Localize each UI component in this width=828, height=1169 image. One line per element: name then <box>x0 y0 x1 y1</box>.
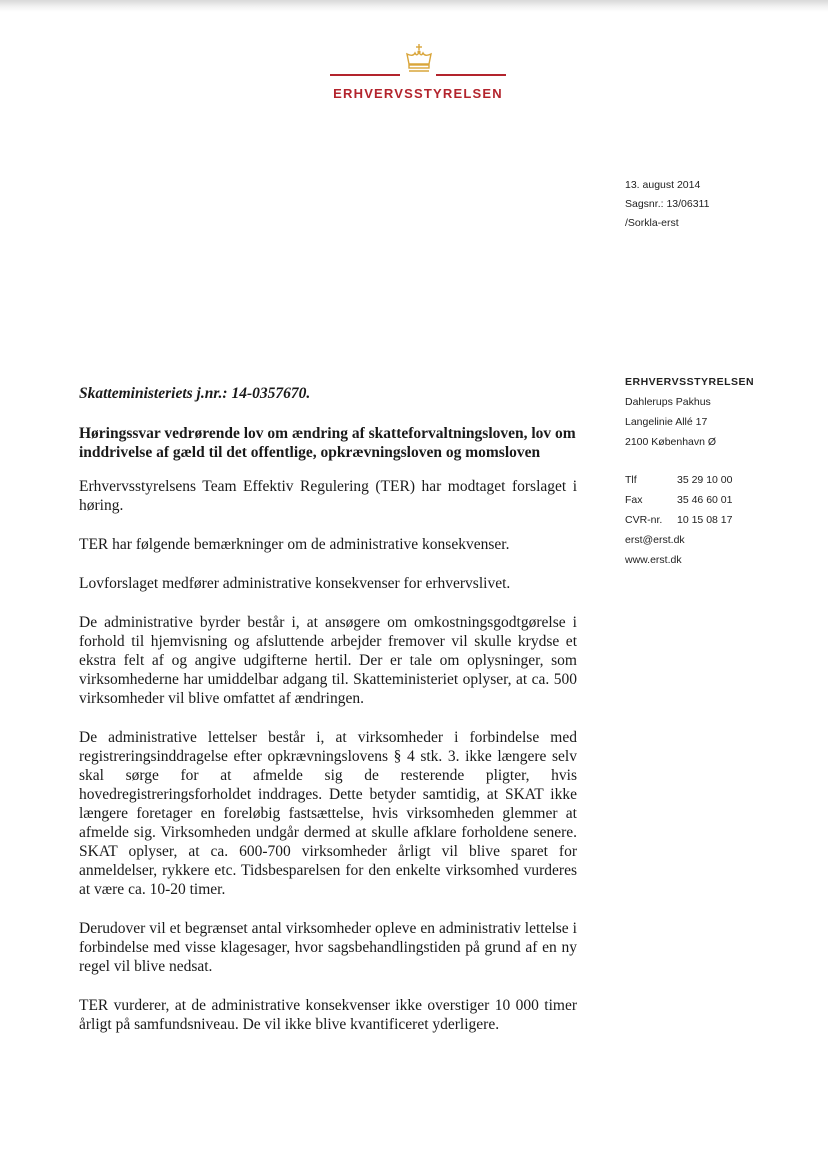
contact-organization: ERHVERVSSTYRELSEN <box>625 376 755 388</box>
fax-row <box>625 490 815 510</box>
body-paragraph: De administrative lettelser består i, at virksomheder i forbindelse med registreringsinddragelse efter opkrævningslovens § 4 stk. 3. ikke længere selv skal sørge for at afmelde sig de resterende pligter, hvis hovedregistreringsforholdet inddrages. Dette betyder samtidig, at SKAT ikke længere foretager en foreløbig fastsættelse, hvis virksomheden glemmer at afmelde sig. Virksomheden undgår dermed at skulle afklare forholdene senere. SKAT oplyser, at ca. 600-700 virksomheder årligt vil blive sparet for anmeldelser, rykkere etc. Tidsbesparelsen for den enkelte virksomhed vurderes at være ca. 10-20 timer. <box>79 729 577 898</box>
email-address: erst@erst.dk <box>625 534 685 546</box>
cvr-label: CVR-nr. <box>625 514 663 526</box>
address-line: 2100 København Ø <box>625 436 717 448</box>
fax-label: Fax <box>625 494 643 506</box>
body-paragraph: TER har følgende bemærkninger om de administrative konsekvenser. <box>79 536 510 553</box>
contact-block <box>625 372 815 570</box>
case-number: Sagsnr.: 13/06311 <box>625 198 710 210</box>
body-paragraph: TER vurderer, at de administrative konsekvenser ikke overstiger 10 000 timer årligt på samfundsniveau. De vil ikke blive kvantificeret yderligere. <box>79 997 577 1033</box>
letter-date: 13. august 2014 <box>625 179 701 191</box>
reference-initials: /Sorkla-erst <box>625 217 679 229</box>
cvr-number: 10 15 08 17 <box>677 514 733 526</box>
address-line: Dahlerups Pakhus <box>625 396 711 408</box>
ministry-reference: Skatteministeriets j.nr.: 14-0357670. <box>79 385 311 402</box>
body-paragraph: Lovforslaget medfører administrative konsekvenser for erhvervslivet. <box>79 575 511 592</box>
body-paragraph: Erhvervsstyrelsens Team Effektiv Regulering (TER) har modtaget forslaget i høring. <box>79 478 577 514</box>
letterhead-logo <box>330 42 506 108</box>
organization-wordmark: ERHVERVSSTYRELSEN <box>333 86 503 101</box>
fax-number: 35 46 60 01 <box>677 494 733 506</box>
cvr-row <box>625 510 815 530</box>
address-line: Langelinie Allé 17 <box>625 416 708 428</box>
crown-icon <box>402 42 436 76</box>
letter-subject: Høringssvar vedrørende lov om ændring af skatteforvaltningsloven, lov om inddrivelse af gæld til det offentlige, opkrævningsloven og momsloven <box>79 425 576 461</box>
body-paragraph: Derudover vil et begrænset antal virksomheder opleve en administrativ lettelse i forbindelse med visse klagesager, hvor sagsbehandlingstiden på grund af en ny regel vil blive nedsat. <box>79 920 577 975</box>
phone-row <box>625 470 815 490</box>
phone-label: Tlf <box>625 474 637 486</box>
letter-meta <box>625 176 709 233</box>
phone-number: 35 29 10 00 <box>677 474 733 486</box>
website-address: www.erst.dk <box>625 554 682 566</box>
logo-rule-right <box>436 74 506 76</box>
body-paragraph: De administrative byrder består i, at ansøgere om omkostningsgodtgørelse i forhold til hjemvisning og afsluttende arbejder fremover vil skulle krydse et ekstra felt af og angive udgifterne hertil. Der er tale om oplysninger, som virksomhederne har umiddelbar adgang til. Skatteministeriet oplyser, at ca. 500 virksomheder vil blive omfattet af ændringen. <box>79 614 577 707</box>
scan-edge <box>0 0 828 12</box>
letter-body <box>79 384 577 1054</box>
logo-rule-left <box>330 74 400 76</box>
contact-spacer <box>625 452 815 470</box>
